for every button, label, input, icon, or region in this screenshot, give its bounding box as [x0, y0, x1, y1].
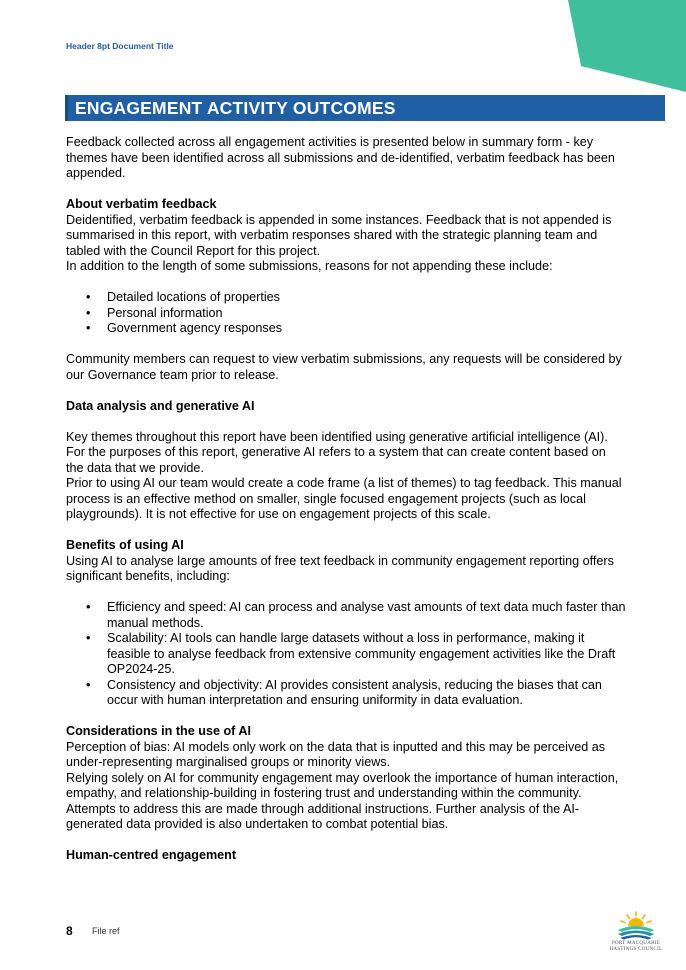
- analysis-paragraph-1: Key themes throughout this report have been identified using generative artificial intelligence (AI). For the purposes of this report, generative AI refers to a system that can create content based on the data that we provide.: [66, 429, 608, 475]
- analysis-heading: Data analysis and generative AI: [66, 398, 255, 413]
- list-item: • Efficiency and speed: AI can process and analyse vast amounts of text data much faster than manual methods.: [66, 600, 626, 631]
- list-item: • Consistency and objectivity: AI provides consistent analysis, reducing the biases that can occur with human interpretation and ensuring uniformity in data evaluation.: [66, 678, 626, 709]
- intro-paragraph: Feedback collected across all engagement activities is presented below in summary form - key themes have been identified across all submissions and de-identified, verbatim feedback has been appended.: [66, 135, 615, 180]
- verbatim-reasons-list: [66, 290, 626, 337]
- section-title-bar: [65, 95, 665, 121]
- file-ref: File ref: [92, 926, 120, 936]
- benefits-list: [66, 600, 626, 709]
- human-centred-heading: Human-centred engagement: [66, 848, 237, 862]
- analysis-paragraph-2: Prior to using AI our team would create a code frame (a list of themes) to tag feedback. This manual process is an effective method on smaller, single focused engagement projects (such as local playgrounds). It is not effective for use on engagement projects of this scale.: [66, 476, 622, 521]
- page-number: 8: [66, 924, 73, 938]
- corner-accent-shape: [568, 0, 686, 92]
- council-logo-text: [600, 941, 672, 953]
- list-item: • Government agency responses: [66, 321, 626, 337]
- verbatim-paragraph-3: Community members can request to view verbatim submissions, any requests will be considered by our Governance team prior to release.: [66, 352, 622, 382]
- benefits-paragraph-1: Using AI to analyse large amounts of free text feedback in community engagement reporting offers significant benefits, including:: [66, 553, 614, 583]
- verbatim-paragraph-1: Deidentified, verbatim feedback is appended in some instances. Feedback that is not appended is summarised in this report, with verbatim responses shared with the strategic planning team and tabled with the Council Report for this project.: [66, 212, 612, 258]
- list-item: • Personal information: [66, 306, 626, 322]
- list-item: • Scalability: AI tools can handle large datasets without a loss in performance, making it feasible to analyse feedback from extensive community engagement activities like the Draft OP2024-25.: [66, 631, 626, 678]
- logo-line-1: PORT MACQUARIE: [611, 941, 661, 946]
- section-title: ENGAGEMENT ACTIVITY OUTCOMES: [75, 98, 396, 118]
- verbatim-heading: About verbatim feedback: [66, 197, 217, 211]
- body-content: [66, 135, 626, 864]
- considerations-paragraph-1: Perception of bias: AI models only work on the data that is inputted and this may be perceived as under-representing marginalised groups or minority views.: [66, 739, 606, 769]
- verbatim-paragraph-2: In addition to the length of some submissions, reasons for not appending these include:: [66, 259, 553, 273]
- document-header-title: Header 8pt Document Title: [66, 41, 174, 51]
- considerations-paragraph-2: Relying solely on AI for community engagement may overlook the importance of human interaction, empathy, and relationship-building in fostering trust and understanding within the community.: [66, 770, 619, 800]
- benefits-heading: Benefits of using AI: [66, 538, 184, 552]
- considerations-heading: Considerations in the use of AI: [66, 724, 251, 738]
- considerations-paragraph-3: Attempts to address this are made through additional instructions. Further analysis of the AI-generated data provided is also undertaken to combat potential bias.: [66, 801, 580, 831]
- logo-line-2: HASTINGS COUNCIL: [609, 947, 663, 952]
- list-item: • Detailed locations of properties: [66, 290, 626, 306]
